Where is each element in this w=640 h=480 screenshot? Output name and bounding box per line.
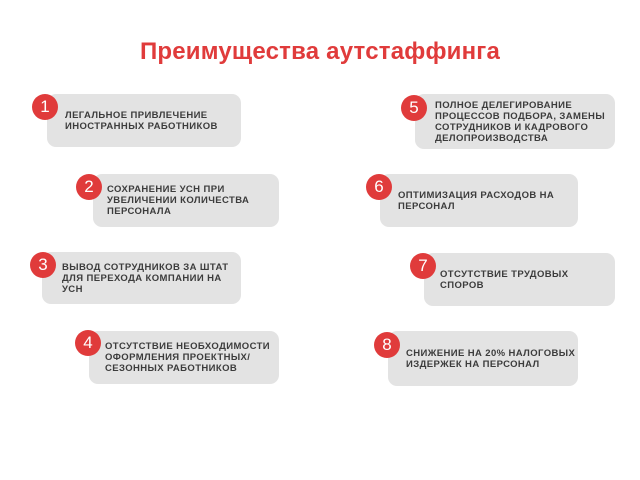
advantage-card-5 xyxy=(415,94,615,149)
advantage-text-5: ПОЛНОЕ ДЕЛЕГИРОВАНИЕ ПРОЦЕССОВ ПОДБОРА, ЗАМЕНЫ СОТРУДНИКОВ И КАДРОВОГО ДЕЛОПРОИЗВОДСТВА xyxy=(435,99,606,144)
number-badge-5: 5 xyxy=(401,95,427,121)
advantage-text-4: ОТСУТСТВИЕ НЕОБХОДИМОСТИ ОФОРМЛЕНИЯ ПРОЕКТНЫХ/ СЕЗОННЫХ РАБОТНИКОВ xyxy=(105,341,271,374)
advantage-text-7: ОТСУТСТВИЕ ТРУДОВЫХ СПОРОВ xyxy=(440,268,569,291)
number-badge-7: 7 xyxy=(410,253,436,279)
advantage-text-2: СОХРАНЕНИЕ УСН ПРИ УВЕЛИЧЕНИИ КОЛИЧЕСТВА ПЕРСОНАЛА xyxy=(107,184,250,217)
advantage-card-1 xyxy=(47,94,241,147)
number-badge-1: 1 xyxy=(32,94,58,120)
advantage-card-4 xyxy=(89,331,279,384)
advantage-text-8: СНИЖЕНИЕ НА 20% НАЛОГОВЫХ ИЗДЕРЖЕК НА ПЕРСОНАЛ xyxy=(406,347,576,370)
number-badge-6: 6 xyxy=(366,174,392,200)
advantage-text-1: ЛЕГАЛЬНОЕ ПРИВЛЕЧЕНИЕ ИНОСТРАННЫХ РАБОТНИКОВ xyxy=(65,109,218,132)
page-title: Преимущества аутстаффинга xyxy=(139,38,501,65)
advantage-card-6 xyxy=(380,174,578,227)
advantage-card-2 xyxy=(93,174,279,227)
number-badge-8: 8 xyxy=(374,332,400,358)
advantage-text-6: ОПТИМИЗАЦИЯ РАСХОДОВ НА ПЕРСОНАЛ xyxy=(398,189,555,212)
number-badge-2: 2 xyxy=(76,174,102,200)
advantage-card-3 xyxy=(42,252,241,304)
number-badge-3: 3 xyxy=(30,252,56,278)
advantage-card-7 xyxy=(424,253,615,306)
number-badge-4: 4 xyxy=(75,330,101,356)
advantage-card-8 xyxy=(388,331,578,386)
advantage-text-3: ВЫВОД СОТРУДНИКОВ ЗА ШТАТ ДЛЯ ПЕРЕХОДА КОМПАНИИ НА УСН xyxy=(62,261,229,295)
